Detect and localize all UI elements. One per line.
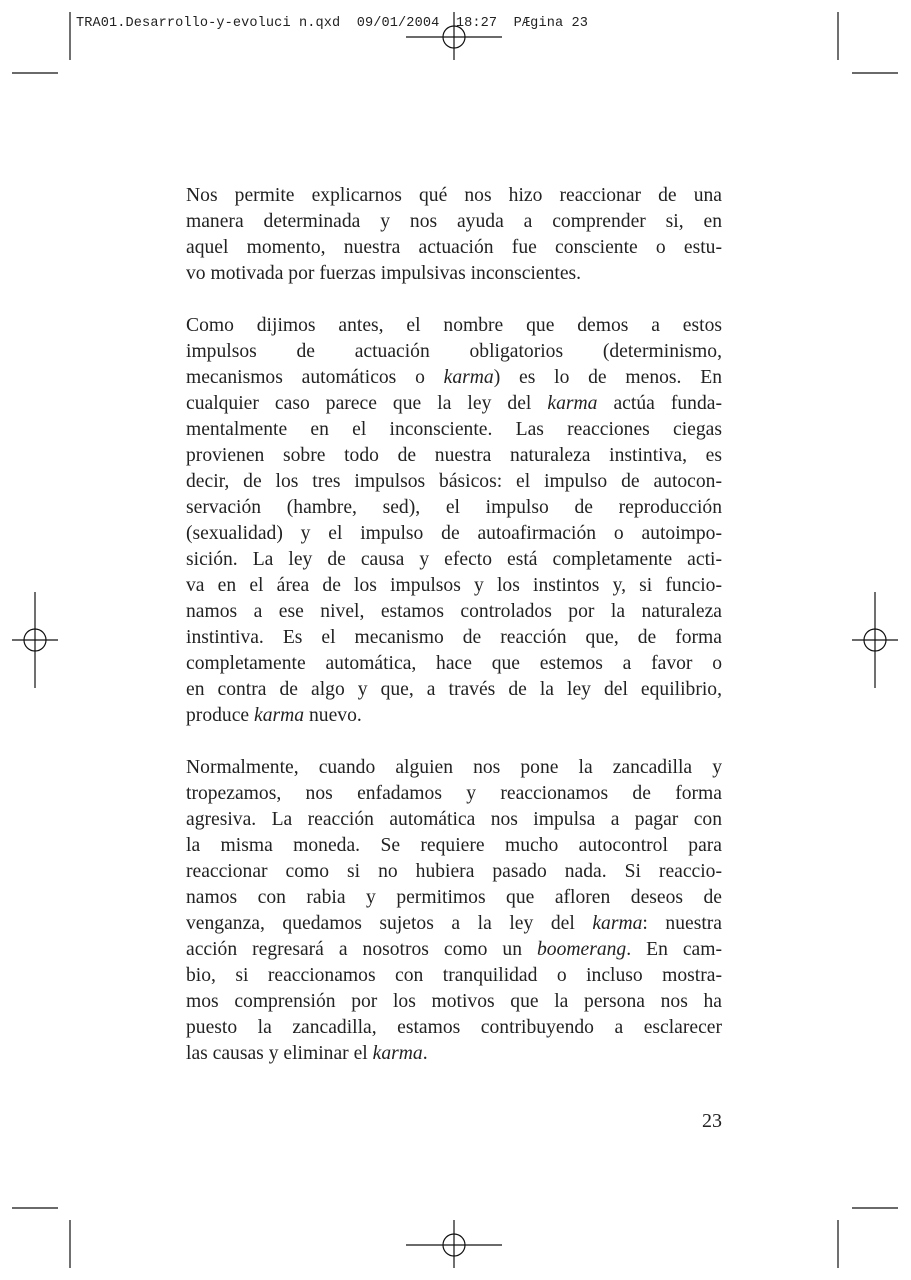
text-segment: servación (hambre, sed), el impulso de reproducción xyxy=(186,497,722,518)
text-segment: agresiva. La reacción automática nos impulsa a pagar con xyxy=(186,809,722,830)
text-line xyxy=(186,547,722,573)
italic-term: karma xyxy=(592,913,643,934)
text-segment: va en el área de los impulsos y los instintos y, si funcio- xyxy=(186,575,722,596)
text-segment: nuevo. xyxy=(304,705,362,726)
text-line xyxy=(186,833,722,859)
crop-mark-top-right xyxy=(838,12,898,73)
text-line xyxy=(186,313,722,339)
text-segment: sición. La ley de causa y efecto está completamente acti- xyxy=(186,549,722,570)
text-segment: namos con rabia y permitimos que afloren deseos de xyxy=(186,887,722,908)
text-line xyxy=(186,521,722,547)
text-segment: venganza, quedamos sujetos a la ley del xyxy=(186,913,593,934)
italic-term: boomerang xyxy=(536,939,627,960)
text-line xyxy=(186,1015,722,1041)
text-segment: namos a ese nivel, estamos controlados por la naturaleza xyxy=(186,601,722,622)
text-segment: actúa funda- xyxy=(597,393,722,414)
text-line xyxy=(186,911,722,937)
text-line xyxy=(186,443,722,469)
text-line xyxy=(186,1041,722,1067)
crop-mark-bottom-left xyxy=(12,1208,70,1268)
text-segment: ) es lo de menos. En xyxy=(493,367,722,388)
text-line xyxy=(186,391,722,417)
text-line xyxy=(186,963,722,989)
print-slug xyxy=(76,16,588,31)
text-segment: impulsos de actuación obligatorios (determinismo, xyxy=(186,341,722,362)
text-segment: (sexualidad) y el impulso de autoafirmación o autoimpo- xyxy=(186,523,722,544)
text-line xyxy=(186,469,722,495)
text-segment: provienen sobre todo de nuestra naturaleza instintiva, es xyxy=(186,445,722,466)
italic-term: karma xyxy=(254,705,305,726)
text-line xyxy=(186,573,722,599)
text-segment: acción regresará a nosotros como un xyxy=(186,939,537,960)
registration-mark-left xyxy=(12,592,58,688)
text-segment: aquel momento, nuestra actuación fue consciente o estu- xyxy=(186,237,722,258)
text-segment: en contra de algo y que, a través de la ley del equilibrio, xyxy=(186,679,722,700)
text-line xyxy=(186,989,722,1015)
crop-mark-bottom-right xyxy=(838,1208,898,1268)
text-segment: completamente automática, hace que estemos a favor o xyxy=(186,653,722,674)
text-line xyxy=(186,417,722,443)
text-segment: . xyxy=(422,1043,428,1064)
slug-time: 18:27 xyxy=(455,16,498,31)
text-line xyxy=(186,807,722,833)
text-line xyxy=(186,261,722,287)
text-segment: . En cam- xyxy=(626,939,722,960)
text-segment: reaccionar como si no hubiera pasado nada. Si reaccio- xyxy=(186,861,722,882)
text-line xyxy=(186,651,722,677)
text-segment: Normalmente, cuando alguien nos pone la zancadilla y xyxy=(186,757,722,778)
text-line xyxy=(186,495,722,521)
text-segment: instintiva. Es el mecanismo de reacción que, de forma xyxy=(186,627,722,648)
paragraph xyxy=(186,755,722,1067)
text-line xyxy=(186,339,722,365)
text-line xyxy=(186,209,722,235)
text-line xyxy=(186,599,722,625)
text-segment: decir, de los tres impulsos básicos: el impulso de autocon- xyxy=(186,471,722,492)
text-line xyxy=(186,235,722,261)
registration-mark-right xyxy=(852,592,898,688)
body-text xyxy=(186,183,722,1093)
text-line xyxy=(186,937,722,963)
text-line xyxy=(186,625,722,651)
text-segment: las causas y eliminar el xyxy=(186,1043,373,1064)
text-line xyxy=(186,677,722,703)
text-segment: mecanismos automáticos o xyxy=(186,367,444,388)
slug-date: 09/01/2004 xyxy=(356,16,440,31)
paragraph xyxy=(186,313,722,729)
text-segment: Nos permite explicarnos qué nos hizo reaccionar de una xyxy=(186,185,722,206)
text-segment: mentalmente en el inconsciente. Las reacciones ciegas xyxy=(186,419,722,440)
text-segment: manera determinada y nos ayuda a comprender si, en xyxy=(186,211,722,232)
italic-term: karma xyxy=(372,1043,423,1064)
text-segment: tropezamos, nos enfadamos y reaccionamos de forma xyxy=(186,783,722,804)
slug-page: PÆgina 23 xyxy=(513,16,588,31)
slug-file: TRA01.Desarrollo-y-evoluci n.qxd xyxy=(76,16,341,31)
text-line xyxy=(186,755,722,781)
italic-term: karma xyxy=(547,393,598,414)
text-segment: mos comprensión por los motivos que la persona nos ha xyxy=(186,991,722,1012)
text-line xyxy=(186,885,722,911)
text-line xyxy=(186,365,722,391)
text-segment: bio, si reaccionamos con tranquilidad o incluso mostra- xyxy=(186,965,722,986)
text-segment: puesto la zancadilla, estamos contribuyendo a esclarecer xyxy=(186,1017,722,1038)
italic-term: karma xyxy=(443,367,494,388)
paragraph xyxy=(186,183,722,287)
text-segment: produce xyxy=(186,705,255,726)
registration-mark-bottom xyxy=(406,1220,502,1268)
text-segment: : nuestra xyxy=(642,913,722,934)
text-line xyxy=(186,703,722,729)
page-number: 23 xyxy=(702,1110,722,1132)
text-segment: cualquier caso parece que la ley del xyxy=(186,393,548,414)
crop-mark-top-left xyxy=(12,12,70,73)
text-segment: Como dijimos antes, el nombre que demos a estos xyxy=(186,315,722,336)
text-segment: la misma moneda. Se requiere mucho autocontrol para xyxy=(186,835,722,856)
text-segment: vo motivada por fuerzas impulsivas inconscientes. xyxy=(186,263,582,284)
text-line xyxy=(186,781,722,807)
text-line xyxy=(186,183,722,209)
text-line xyxy=(186,859,722,885)
